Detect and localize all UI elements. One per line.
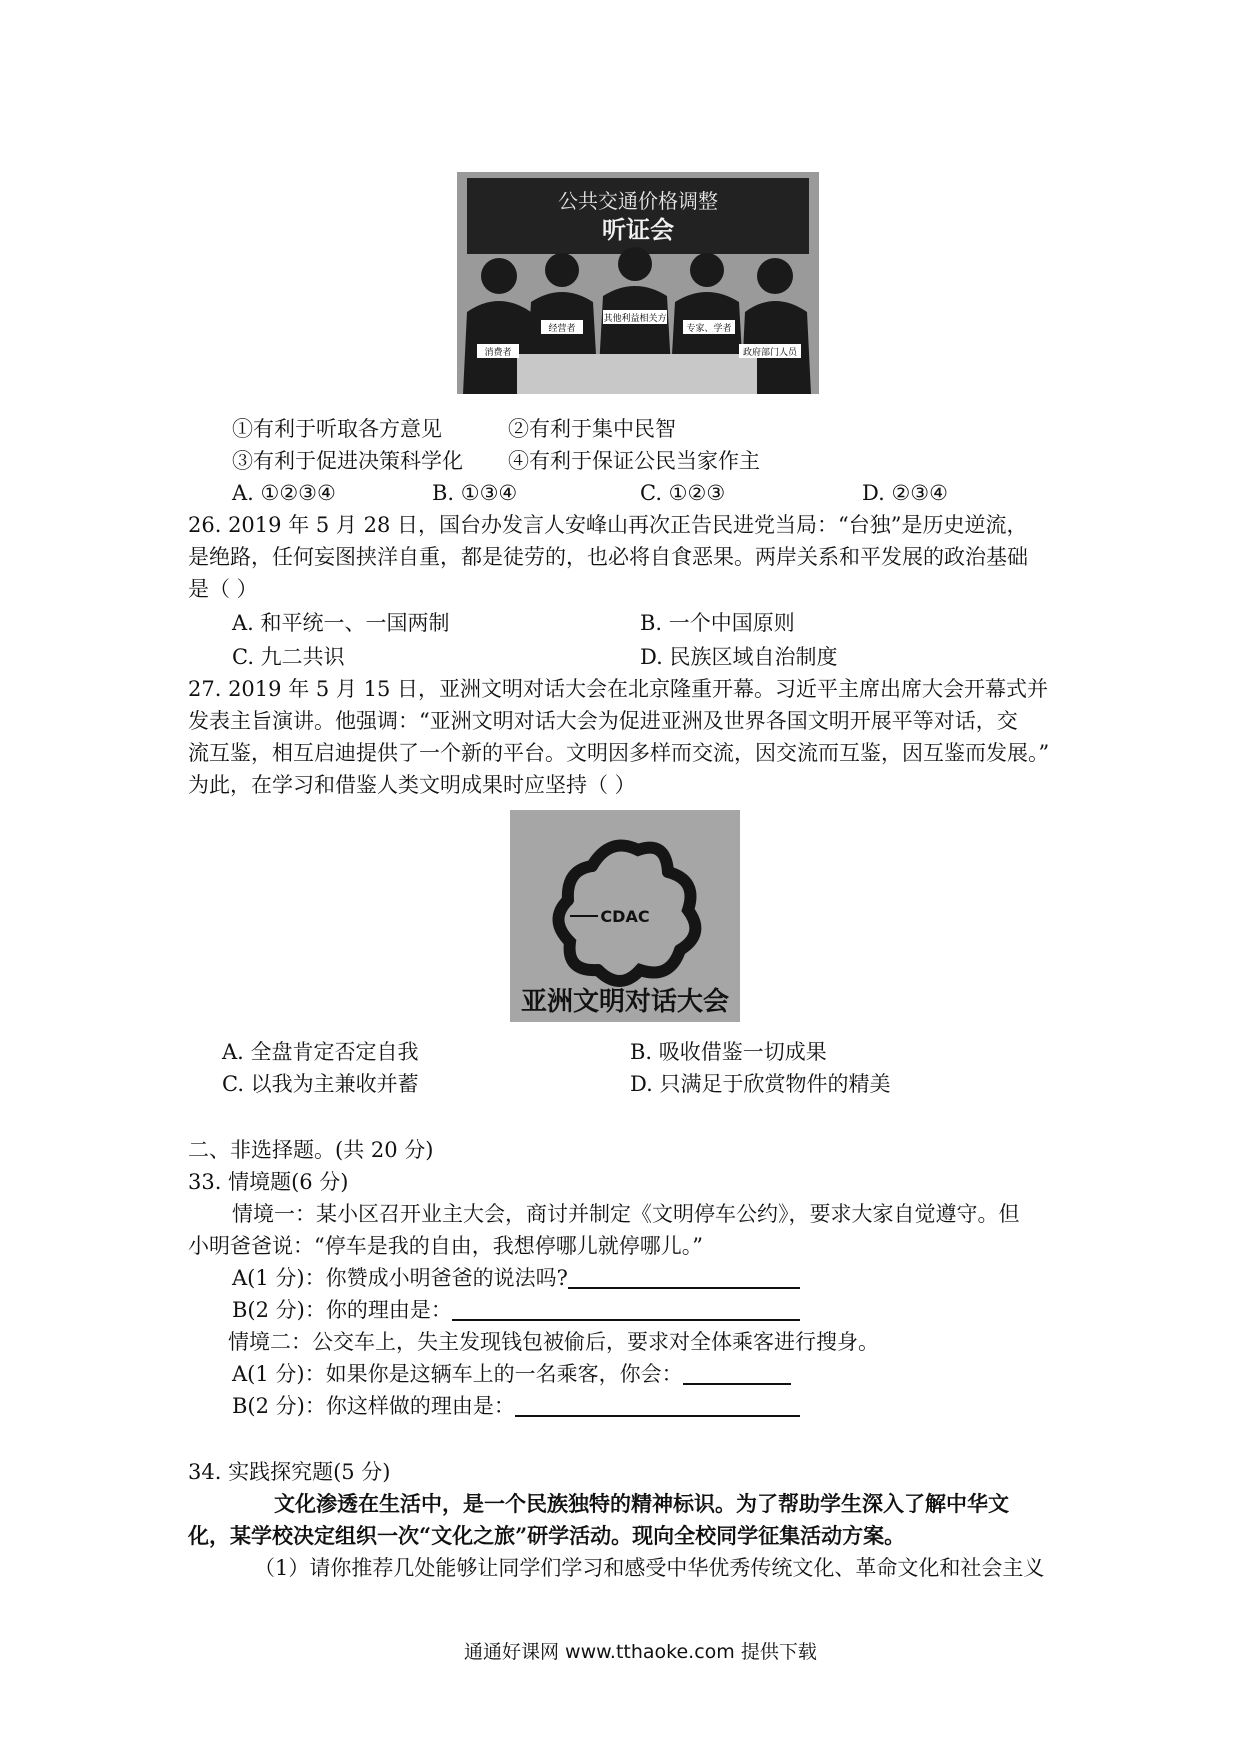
section-2-heading: 二、非选择题。(共 20 分) [188, 1138, 434, 1162]
label-consumer: 消费者 [484, 348, 512, 358]
cdac-caption: 亚洲文明对话大会 [520, 987, 730, 1017]
q33-s2-b-label: B(2 分)：你这样做的理由是： [232, 1394, 515, 1418]
cdac-logo-text: CDAC [600, 907, 650, 926]
label-expert: 专家、学者 [686, 324, 732, 334]
q25-choice-d: D. ②③④ [862, 481, 948, 505]
q33-scenario-2-b [232, 1392, 800, 1420]
q33-s1-b-answer-line[interactable] [452, 1297, 800, 1321]
q25-choice-c: C. ①②③ [640, 481, 726, 505]
page-footer: 通通好课网 www.tthaoke.com 提供下载 [464, 1641, 817, 1663]
label-operator: 经营者 [548, 324, 576, 334]
q27-choice-d: D. 只满足于欣赏物件的精美 [630, 1072, 891, 1096]
q33-scenario-2-a [232, 1360, 791, 1388]
q26-choice-d: D. 民族区域自治制度 [640, 645, 838, 669]
q33-s2-b-answer-line[interactable] [515, 1393, 800, 1417]
q27-stem-line-2: 发表主旨演讲。他强调：“亚洲文明对话大会为促进亚洲及世界各国文明开展平等对话，交 [188, 709, 1018, 733]
label-government: 政府部门人员 [742, 348, 798, 358]
q25-option-1: ①有利于听取各方意见 [232, 417, 442, 441]
q27-stem-line-4: 为此，在学习和借鉴人类文明成果时应坚持（ ） [188, 773, 636, 797]
q27-choice-b: B. 吸收借鉴一切成果 [630, 1040, 827, 1064]
banner-title: 公共交通价格调整 [558, 189, 718, 213]
cdac-logo-figure [510, 810, 740, 1022]
q34-sub-question-1: （1）请你推荐几处能够让同学们学习和感受中华优秀传统文化、革命文化和社会主义 [254, 1556, 1045, 1580]
q25-choice-b: B. ①③④ [432, 481, 518, 505]
q33-scenario-2-line: 情境二：公交车上，失主发现钱包被偷后，要求对全体乘客进行搜身。 [228, 1330, 879, 1354]
q26-choice-c: C. 九二共识 [232, 645, 345, 669]
q27-stem-line-1: 27. 2019 年 5 月 15 日，亚洲文明对话大会在北京隆重开幕。习近平主席出席大会开幕式并 [188, 677, 1048, 701]
q33-scenario-1-b [232, 1296, 800, 1324]
q27-stem-line-3: 流互鉴，相互启迪提供了一个新的平台。文明因多样而交流，因交流而互鉴，因互鉴而发展。” [188, 741, 1050, 765]
q25-option-3: ③有利于促进决策科学化 [232, 449, 463, 473]
q33-s1-b-label: B(2 分)：你的理由是： [232, 1298, 452, 1322]
q33-s1-a-label: A(1 分)：你赞成小明爸爸的说法吗? [232, 1266, 568, 1290]
q25-option-4: ④有利于保证公民当家作主 [508, 449, 760, 473]
hearing-illustration [457, 172, 819, 394]
q27-choice-c: C. 以我为主兼收并蓄 [222, 1072, 419, 1096]
q33-scenario-1-line-1: 情境一：某小区召开业主大会，商讨并制定《文明停车公约》，要求大家自觉遵守。但 [232, 1202, 1020, 1226]
q27-choice-a: A. 全盘肯定否定自我 [222, 1040, 419, 1064]
q33-s2-a-answer-line[interactable] [683, 1361, 791, 1385]
q25-option-2: ②有利于集中民智 [508, 417, 676, 441]
banner-subtitle: 听证会 [602, 216, 674, 244]
q25-choice-a: A. ①②③④ [232, 481, 336, 505]
q33-s1-a-answer-line[interactable] [568, 1265, 800, 1289]
q26-stem-line-3: 是（ ） [188, 577, 258, 601]
q26-stem-line-1: 26. 2019 年 5 月 28 日，国台办发言人安峰山再次正告民进党当局：“台独”是历史逆流， [188, 513, 1028, 537]
q33-scenario-1-a [232, 1264, 800, 1292]
q34-context-line-1: 文化渗透在生活中，是一个民族独特的精神标识。为了帮助学生深入了解中华文 [274, 1491, 1009, 1516]
q33-title: 33. 情境题(6 分) [188, 1170, 349, 1194]
q34-title: 34. 实践探究题(5 分) [188, 1460, 391, 1484]
label-stakeholder: 其他利益相关方 [603, 314, 667, 324]
q26-choice-a: A. 和平统一、一国两制 [232, 611, 450, 635]
q26-stem-line-2: 是绝路，任何妄图挟洋自重，都是徒劳的，也必将自食恶果。两岸关系和平发展的政治基础 [188, 545, 1028, 569]
q33-scenario-1-line-2: 小明爸爸说：“停车是我的自由，我想停哪儿就停哪儿。” [188, 1234, 703, 1258]
q33-s2-a-label: A(1 分)：如果你是这辆车上的一名乘客，你会： [232, 1362, 683, 1386]
q34-context-line-2: 化，某学校决定组织一次“文化之旅”研学活动。现向全校同学征集活动方案。 [188, 1523, 906, 1548]
q26-choice-b: B. 一个中国原则 [640, 611, 795, 635]
